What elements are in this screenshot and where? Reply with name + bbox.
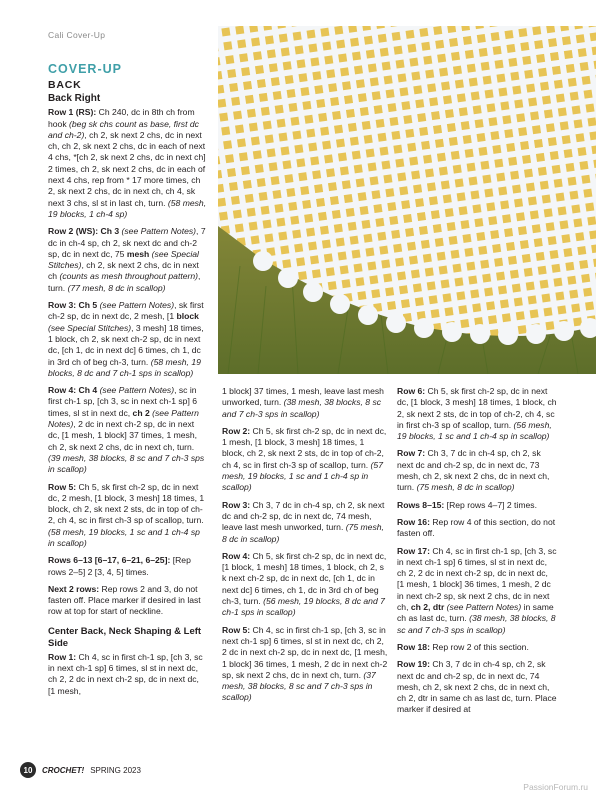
row-4-instruction: Row 4: Ch 4 (see Pattern Notes), sc in first ch-1 sp, [ch 3, sc in next ch-1 sp] 6 times, sl st in next dc, ch 2 (see Pattern Notes), 2 dc in next ch-2 sp, dc in next dc, [1 mesh, 1 block] 37 times, 1 mesh, ch 2, sk next 2 chs, dc in next ch, turn. (39 mesh, 38 blocks, 8 sc and 7 ch-3 sps in scallop) xyxy=(48,385,205,475)
cb-row-1-instruction: Row 1: Ch 4, sc in first ch-1 sp, [ch 3, sc in next ch-1 sp] 6 times, sl st in next dc, ch 2, 2 dc in next ch-2 sp, dc in next dc, [1 mesh, xyxy=(48,651,203,696)
subsubsection-title: Back Right xyxy=(48,93,101,105)
magazine-name: CROCHET! xyxy=(42,765,85,775)
cb-row-7-instruction: Row 7: Ch 3, 7 dc in ch-4 sp, ch 2, sk next dc and ch-2 sp, dc in next dc, 73 mesh, ch 2, sk next 2 chs, dc in next ch, turn. (75 mesh, 8 dc in scallop) xyxy=(397,448,550,493)
cb-row-5-instruction: Row 5: Ch 4, sc in first ch-1 sp, [ch 3, sc in next ch-1 sp] 6 times, sl st in next dc, ch 2, 2 dc in next ch-2 sp, dc in next dc, [1 mesh, 1 block] 36 times, 1 mesh, 2 dc in next ch-2 sp, sk next 2 chs, dc in next ch, turn. (37 mesh, 38 blocks, 8 sc and 7 ch-3 sps in scallop) xyxy=(222,624,388,703)
next-2-rows-instruction: Next 2 rows: Rep rows 2 and 3, do not fasten off. Place marker if desired in last row at top for start of neckline. xyxy=(48,583,201,617)
column-2 xyxy=(222,386,388,710)
column-3 xyxy=(397,386,557,722)
center-back-heading: Center Back, Neck Shaping & Left Side xyxy=(48,625,202,649)
cb-row-19-instruction: Row 19: Ch 3, 7 dc in ch-4 sp, ch 2, sk next dc and ch-2 sp, dc in next dc, 74 mesh, ch 2, sk next 2 chs, dc in next ch, ch 2, dtr in same ch as last dc, turn. Place marker if desired at xyxy=(397,659,557,715)
row-1-instruction: Row 1 (RS): Ch 240, dc in 8th ch from hook (beg sk chs count as base, first dc and ch-2), ch 2, sk next 2 chs, dc in next ch, ch 2, sk next 2 chs, dc in each of next 4 chs, *[ch 2, sk next 2 chs, dc in next ch] 2 times, ch 2, sk next 2 chs, dc in each of next 4 chs, rep from * 17 more times, ch 2, sk next 2 chs, dc in next ch, ch 4, sk next 3 chs, sl st in last ch, turn. (58 mesh, 19 blocks, 1 ch-4 sp) xyxy=(48,107,207,219)
cb-row-6-instruction: Row 6: Ch 5, sk first ch-2 sp, dc in next dc, [1 block, 3 mesh] 18 times, 1 block, ch 2, sk next 2 sts, dc in top of ch-2, ch 4, sc in first ch-3 sp of scallop, turn. (56 mesh, 19 blocks, 1 sc and 1 ch-4 sp in scallop) xyxy=(397,386,557,442)
rows-6-13-instruction: Rows 6–13 [6–17, 6–21, 6–25]: [Rep rows 2–5] 2 [3, 4, 5] times. xyxy=(48,555,191,577)
section-title: COVER-UP xyxy=(48,62,122,76)
page-number: 10 xyxy=(20,762,36,778)
crochet-photo-illustration xyxy=(218,26,596,374)
cb-row-17-instruction: Row 17: Ch 4, sc in first ch-1 sp, [ch 3, sc in next ch-1 sp] 6 times, sl st in next dc, ch 2, 2 dc in next ch-2 sp, dc in next dc, [1 mesh, 1 block] 36 times, 1 mesh, 2 dc in next ch-2 sp, sk next 2 chs, dc in next ch, ch 2, dtr (see Pattern Notes) in same ch as last dc, turn. (38 mesh, 38 blocks, 8 sc and 7 ch-3 sps in scallop) xyxy=(397,545,557,635)
row-5-instruction: Row 5: Ch 5, sk first ch-2 sp, dc in next dc, 2 mesh, [1 block, 3 mesh] 18 times, 1 block, ch 2, sk next 2 sts, dc in top of ch-2, ch 4, sc in first ch-3 sp of scallop, turn. (58 mesh, 19 blocks, 1 sc and 1 ch-4 sp in scallop) xyxy=(48,481,205,548)
cb-row-4-instruction: Row 4: Ch 5, sk first ch-2 sp, dc in next dc, [1 block, 1 mesh] 18 times, 1 block, ch 2, s k next ch-2 sp, dc in next dc, [ch 1, dc in next dc] 6 times, ch 1, dc in 3rd ch of beg ch-3, turn. (56 mesh, 19 blocks, 8 dc and 7 ch-1 sps in scallop) xyxy=(222,550,387,618)
row-3-instruction: Row 3: Ch 5 (see Pattern Notes), sk first ch-2 sp, dc in next dc, 2 mesh, [1 block (see Special Stitches), 3 mesh] 18 times, 1 block, ch 2, sk next ch-2 sp, dc in next dc, [ch 1, dc in next dc] 6 times, ch 1, dc in 3rd ch of beg ch-3, turn. (58 mesh, 19 blocks, 8 dc and 7 ch-1 sps in scallop) xyxy=(48,300,204,378)
crochet-photo xyxy=(218,26,596,374)
running-header: Cali Cover-Up xyxy=(48,30,106,40)
column-1 xyxy=(48,64,208,703)
cb-row-2-instruction: Row 2: Ch 5, sk first ch-2 sp, dc in next dc, 1 mesh, [1 block, 3 mesh] 18 times, 1 block, ch 2, sk next 2 sts, dc in top of ch-2, ch 4, sc in first ch-3 sp of scallop, turn. (57 mesh, 19 blocks, 1 sc and 1 ch-4 sp in scallop) xyxy=(222,425,387,493)
cb-row-18-instruction: Row 18: Rep row 2 of this section. xyxy=(397,641,529,652)
watermark: PassionForum.ru xyxy=(523,782,588,792)
page-footer xyxy=(20,762,141,778)
cb-row-3-instruction: Row 3: Ch 3, 7 dc in ch-4 sp, ch 2, sk next dc and ch-2 sp, dc in next dc, 74 mesh, leave last mesh unworked, turn. (75 mesh, 8 dc in scallop) xyxy=(222,499,385,544)
issue-label: SPRING 2023 xyxy=(90,765,141,775)
row-2-instruction: Row 2 (WS): Ch 3 (see Pattern Notes), 7 dc in ch-4 sp, ch 2, sk next dc and ch-2 sp, dc in next dc, 75 mesh (see Special Stitches), ch 2, sk next 2 chs, dc in next ch (counts as mesh throughout pattern), turn. (77 mesh, 8 dc in scallop) xyxy=(48,226,206,293)
cb-row-16-instruction: Row 16: Rep row 4 of this section, do not fasten off. xyxy=(397,516,556,539)
cb-row-1-continued: 1 block] 37 times, 1 mesh, leave last mesh unworked, turn. (38 mesh, 38 blocks, 8 sc and 7 ch-3 sps in scallop) xyxy=(222,386,384,419)
subsection-title: BACK xyxy=(48,79,82,92)
cb-rows-8-15-instruction: Rows 8–15: [Rep rows 4–7] 2 times. xyxy=(397,499,537,510)
